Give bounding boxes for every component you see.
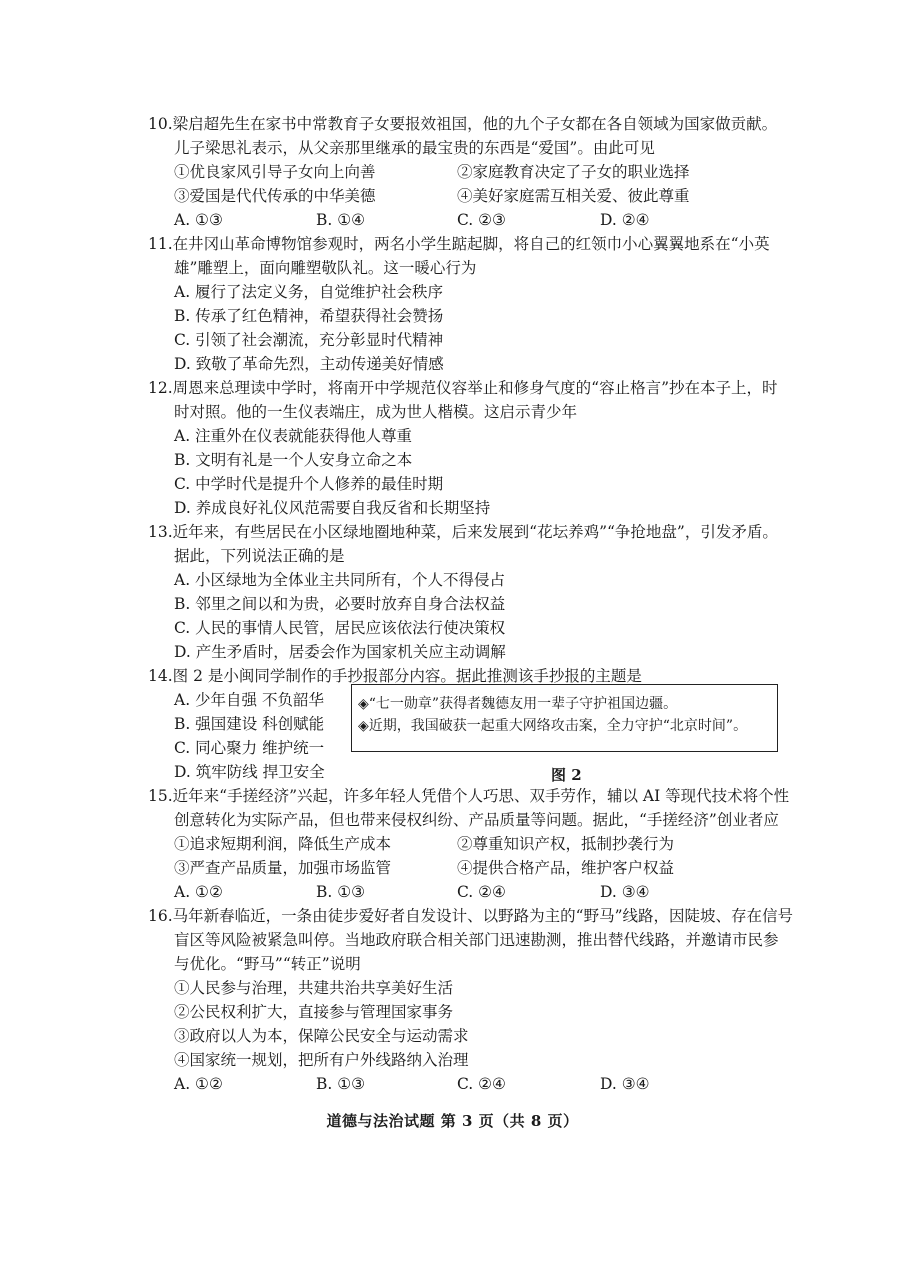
q13-stem-line2: 据此，下列说法正确的是 <box>174 547 345 565</box>
q10-option-d[interactable]: D. ②④ <box>600 211 650 229</box>
q10-option-a[interactable]: A. ①③ <box>174 211 223 229</box>
q16-option-b[interactable]: B. ①③ <box>316 1075 366 1093</box>
q14-option-c[interactable]: C. 同心聚力 维护统一 <box>174 739 325 757</box>
question-16 <box>148 904 794 1096</box>
q10-stem-line2: 儿子梁思礼表示，从父亲那里继承的最宝贵的东西是“爱国”。由此可见 <box>174 139 655 157</box>
q10-option-c[interactable]: C. ②③ <box>457 211 506 229</box>
q15-statement-1: ①追求短期利润，降低生产成本 <box>174 835 392 853</box>
q16-stem-line1: 16.马年新春临近，一条由徒步爱好者自发设计、以野路为主的“野马”线路，因陡坡、存在信号 <box>148 907 794 925</box>
q10-option-b[interactable]: B. ①④ <box>316 211 366 229</box>
q16-option-c[interactable]: C. ②④ <box>457 1075 506 1093</box>
page-footer: 道德与法治试题 第 3 页（共 8 页） <box>326 1112 579 1130</box>
q16-option-a[interactable]: A. ①② <box>174 1075 223 1093</box>
q10-statements-row1 <box>148 160 788 184</box>
figure-2-caption: 图 2 <box>551 766 582 784</box>
q12-option-b[interactable]: B. 文明有礼是一个人安身立命之本 <box>174 451 413 469</box>
q10-statements-row2 <box>148 184 788 208</box>
question-12 <box>148 376 788 520</box>
q16-stem-line2: 盲区等风险被紧急叫停。当地政府联合相关部门迅速勘测，推出替代线路，并邀请市民参 <box>174 931 779 949</box>
q14-stem-line1: 14.图 2 是小闽同学制作的手抄报部分内容。据此推测该手抄报的主题是 <box>148 667 642 685</box>
q14-option-a[interactable]: A. 少年自强 不负韶华 <box>174 691 324 709</box>
q10-options <box>148 208 788 232</box>
q11-option-b[interactable]: B. 传承了红色精神，希望获得社会赞扬 <box>174 307 444 325</box>
q11-option-c[interactable]: C. 引领了社会潮流，充分彰显时代精神 <box>174 331 444 349</box>
question-10 <box>148 112 788 232</box>
q16-statement-2: ②公民权利扩大，直接参与管理国家事务 <box>174 1003 454 1021</box>
figure-2-line1: ◈“七一勋章”获得者魏德友用一辈子守护祖国边疆。 <box>358 696 678 712</box>
q16-option-d[interactable]: D. ③④ <box>600 1075 650 1093</box>
q16-statement-3: ③政府以人为本，保障公民安全与运动需求 <box>174 1027 469 1045</box>
question-11 <box>148 232 788 376</box>
q16-options <box>148 1072 788 1096</box>
q14-option-b[interactable]: B. 强国建设 科创赋能 <box>174 715 325 733</box>
q15-option-c[interactable]: C. ②④ <box>457 883 506 901</box>
q10-statement-2: ②家庭教育决定了子女的职业选择 <box>457 163 690 181</box>
q12-stem-line1: 12.周恩来总理读中学时，将南开中学规范仪容举止和修身气度的“容止格言”抄在本子上，时 <box>148 379 778 397</box>
q11-option-d[interactable]: D. 致敬了革命先烈，主动传递美好情感 <box>174 355 444 373</box>
q13-option-c[interactable]: C. 人民的事情人民管，居民应该依法行使决策权 <box>174 619 506 637</box>
q12-option-d[interactable]: D. 养成良好礼仪风范需要自我反省和长期坚持 <box>174 499 491 517</box>
q15-statement-2: ②尊重知识产权，抵制抄袭行为 <box>457 835 675 853</box>
q13-option-d[interactable]: D. 产生矛盾时，居委会作为国家机关应主动调解 <box>174 643 506 661</box>
q16-stem-line3: 与优化。“野马”“转正”说明 <box>174 955 361 973</box>
q14-option-d[interactable]: D. 筑牢防线 捍卫安全 <box>174 763 325 781</box>
q12-stem-line2: 时对照。他的一生仪表端庄，成为世人楷模。这启示青少年 <box>174 403 578 421</box>
q10-statement-3: ③爱国是代代传承的中华美德 <box>174 187 376 205</box>
q15-stem-line1: 15.近年来“手搓经济”兴起，许多年轻人凭借个人巧思、双手劳作，辅以 AI 等现代技术将个性 <box>148 787 790 805</box>
q15-option-a[interactable]: A. ①② <box>174 883 223 901</box>
q11-stem-line1: 11.在井冈山革命博物馆参观时，两名小学生踮起脚，将自己的红领巾小心翼翼地系在“小英 <box>148 235 770 253</box>
question-15 <box>148 784 788 904</box>
q12-option-a[interactable]: A. 注重外在仪表就能获得他人尊重 <box>174 427 413 445</box>
question-13 <box>148 520 788 664</box>
q10-statement-1: ①优良家风引导子女向上向善 <box>174 163 376 181</box>
q15-statements-row1 <box>148 832 788 856</box>
q15-statements-row2 <box>148 856 788 880</box>
q11-stem-line2: 雄”雕塑上，面向雕塑敬队礼。这一暖心行为 <box>174 259 477 277</box>
q15-options <box>148 880 788 904</box>
q12-option-c[interactable]: C. 中学时代是提升个人修养的最佳时期 <box>174 475 444 493</box>
figure-2-box <box>351 684 778 752</box>
q10-statement-4: ④美好家庭需互相关爱、彼此尊重 <box>457 187 690 205</box>
q13-option-a[interactable]: A. 小区绿地为全体业主共同所有，个人不得侵占 <box>174 571 506 589</box>
q10-stem-line1: 10.梁启超先生在家书中常教育子女要报效祖国，他的九个子女都在各自领域为国家做贡献。 <box>148 115 778 133</box>
q16-statement-4: ④国家统一规划，把所有户外线路纳入治理 <box>174 1051 469 1069</box>
q13-stem-line1: 13.近年来，有些居民在小区绿地圈地种菜，后来发展到“花坛养鸡”“争抢地盘”，引发矛盾。 <box>148 523 778 541</box>
q15-statement-4: ④提供合格产品，维护客户权益 <box>457 859 675 877</box>
q15-option-d[interactable]: D. ③④ <box>600 883 650 901</box>
q13-option-b[interactable]: B. 邻里之间以和为贵，必要时放弃自身合法权益 <box>174 595 506 613</box>
q11-option-a[interactable]: A. 履行了法定义务，自觉维护社会秩序 <box>174 283 444 301</box>
q15-statement-3: ③严查产品质量，加强市场监管 <box>174 859 392 877</box>
q15-option-b[interactable]: B. ①③ <box>316 883 366 901</box>
q15-stem-line2: 创意转化为实际产品，但也带来侵权纠纷、产品质量等问题。据此，“手搓经济”创业者应 <box>174 811 779 829</box>
figure-2-line2: ◈近期，我国破获一起重大网络攻击案，全力守护“北京时间”。 <box>358 718 748 734</box>
q16-statement-1: ①人民参与治理，共建共治共享美好生活 <box>174 979 454 997</box>
